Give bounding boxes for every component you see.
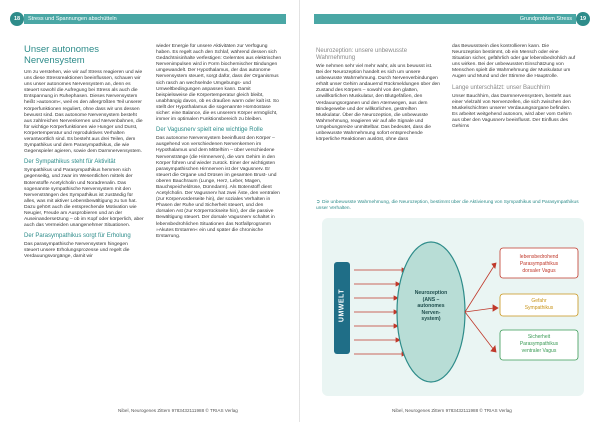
paragraph: Das parasympathische Nervensystem hingegen steuert unsere Erholungsprozesse und regelt die Verdauungsvorgänge, damit wir — [24, 242, 130, 260]
figure-caption — [316, 200, 586, 212]
left-column-1 — [24, 44, 144, 264]
section-heading: Unser autonomes Nervensystem — [24, 44, 99, 66]
umwelt-label: UMWELT — [338, 288, 346, 323]
right-column-1 — [316, 44, 440, 146]
paragraph: Um zu verstehen, wie wir auf Stress reagieren und wie uns diese Stressreaktionen beeinflussen, schauen wir uns unser autonomes Nervensystem an, denn es steuert sowohl die Aufregung bei Stress als auch die Entspannung in Ruhephasen. Dieses Nervensystem heißt »autonom«, weil es den allergrößten Teil unserer Körperfunktionen reguliert, ohne dass wir uns dessen bewusst sind. Das autonome Nervensystem besteht aus zahlreichen Nervenkernen und Nervenbahnen, die für wichtige Körperfunktionen wie Hunger und Durst, Körpertemperatur und reproduktives Verhalten verantwortlich sind. Es besteht aus drei Teilen, dem Sympathikus und dem Parasympathikus, die wie Gegenspieler agieren, sowie dem Darmnervensystem. — [24, 70, 143, 155]
neurozeption-diagram — [322, 218, 584, 396]
subheading: Der Sympathikus steht für Aktivität — [24, 159, 116, 166]
paragraph: Das autonome Nervensystem beeinflusst den Körper – ausgehend von verschiedenen Nervenkernen im Hypothalamus und dem Mittelhirn – über verschiedene Nervenstränge (die Hirnnerven), die vom Gehirn in den Körper führen und wieder zurück. Einer der wichtigsten parasympathischen Hirnnerven ist der Vagusnerv. Er steuert die Organe und Drüsen im gesamten Brust- und oberen Bauchraum (Lunge, Herz, Leber, Magen, Bauchspeicheldrüse, Dünndarm). Als Botenstoff dient Acetylcholin. Der Vagusnerv hat zwei Äste, den ventralen (zur Körpervorderseite hin), der soziales Verhalten in Phasen der Ruhe und Sicherheit steuert, und den dorsalen Ast (zur Körperrückseite hin), der die passive Bewältigung steuert. Der dorsale Vagusnerv schaltet in lebensbedrohlichen Situationen das Notfallprogramm »Akutes Erstarren« ein und später die chronische Erstarrung. — [156, 136, 280, 239]
paragraph: Sympathikus und Parasympathikus hemmen sich gegenseitig, und zwar im Wesentlichen mittels der Botenstoffe Acetylcholin und Noradrenalin. Das sogenannte sympathische Nervensystem mit den Nervensträngen des Sympathikus ist zuständig für alles, was mit aktiver Lebensbewältigung zu tun hat. Dazu gehört auch die entsprechende Motivation wie Neugier, Freude am Ausprobieren und an der Auseinandersetzung – ob im Kopf oder körperlich, aber auch das Vermeiden unangenehmer Situationen. — [24, 168, 144, 229]
outcome-lebensbedrohend: lebensbedrohend Parasympathikus dorsaler Vagus — [519, 254, 559, 274]
subheading: Der Vagusnerv spielt eine wichtige Rolle — [156, 127, 263, 134]
running-head: Grundproblem Stress — [519, 16, 572, 22]
footer-imprint: Nibel, Neurogenes Zittern 9783432111988 © TRIAS Verlag — [392, 408, 512, 413]
paragraph: Wie nehmen sehr viel mehr wahr, als uns bewusst ist. Bei der Neurozeption handelt es sich um unsere unbewusste Wahrnehmung. Durch Nervenverbindungen erhält unser Gehirn andauernd Rückmeldungen über den Zustand des Körpers – sowohl von den glatten, unwillkürlichen Muskulatur, den Blutgefäßen, den Verdauungsorganen und den Atemwegen, aus dem Bindegewebe und der willkürlichen, gestreiften Muskulatur. Über die Neurozeption, die unbewusste Wahrnehmung, reagieren wir auf alle Signale und Umgebungsreize unmittelbar. Das bedeutet, dass die unbewusste Wahrnehmung sofort entsprechende körperliche Reaktionen auslöst, ohne dass — [316, 64, 440, 143]
footer-imprint: Nibel, Neurogenes Zittern 9783432111988 © TRIAS Verlag — [118, 408, 238, 413]
paragraph: wieder Energie für unsere Aktivitäten zur Verfügung haben. Es regelt auch den Schlaf, während dessen sich Gedächtnisinhalte verfestigen: Gelerntes aus elektrischen Nervenimpulsen wird in Form biochemischer Bindungen umgewandelt. Der Hypothalamus, der das autonome Nervensystem steuert, sorgt dafür, dass der Organismus sich rasch an wechselnde Umgebungs- und Umweltbedingungen anpassen kann. Damit beispielsweise die Körpertemperatur gleich bleibt, unabhängig davon, ob es draußen warm oder kalt ist. So stellt der Hypothalamus die sogenannte Homöostase sicher: eine Balance, die es unserem Körper ermöglicht, immer im optimalen Funktionsbereich zu bleiben. — [156, 44, 282, 123]
subheading: Lange unterschätzt: unser Bauchhirn — [452, 84, 551, 91]
right-column-2 — [452, 44, 576, 133]
paragraph: Unser Bauchhirn, das Darmnervensystem, besteht aus einer Vielzahl von Nervenzellen, die sich zwischen den Muskelschichten unserer Verdauungsorgane befinden. Es arbeitet weitgehend autonom, wird aber vom Gehirn aus über den Vagusnerv beeinflusst. Der Einfluss des Gehirns — [452, 93, 572, 130]
page-number: 19 — [576, 12, 590, 26]
running-head: Stress und Spannungen abschütteln — [28, 16, 117, 22]
left-column-2 — [156, 44, 282, 243]
outcome-gefahr: Gefahr Sympathikus — [524, 298, 554, 311]
caption-text: Die unbewusste Wahrnehmung, die Neurozeption, bestimmt über die Aktivierung von Sympathikus und Parasympathikus unser Verhalten. — [316, 200, 579, 211]
paragraph: das Bewusstsein dies kontrollieren kann. Die Neurozeption bestimmt, ob ein Mensch oder eine Situation sicher, gefährlich oder gar lebensbedrohlich auf uns wirken. Bei der unbewussten Einschätzung von Menschen spielt die Wahrnehmung der Muskulatur um Augen und Mund und der Stimme die Hauptrolle. — [452, 44, 576, 80]
caption-arrow-icon: ➲ — [316, 200, 321, 205]
right-page — [300, 0, 600, 422]
page-number: 18 — [10, 12, 24, 26]
oval-label: Neurozeption (ANS – autonomes Nerven- system) — [414, 290, 448, 323]
subheading: Der Parasympathikus sorgt für Erholung — [24, 233, 131, 240]
outcome-sicherheit: Sicherheit Parasympathikus ventraler Vagus — [519, 334, 559, 354]
subheading: Neurozeption: unsere unbewusste Wahrnehmung — [316, 48, 408, 61]
